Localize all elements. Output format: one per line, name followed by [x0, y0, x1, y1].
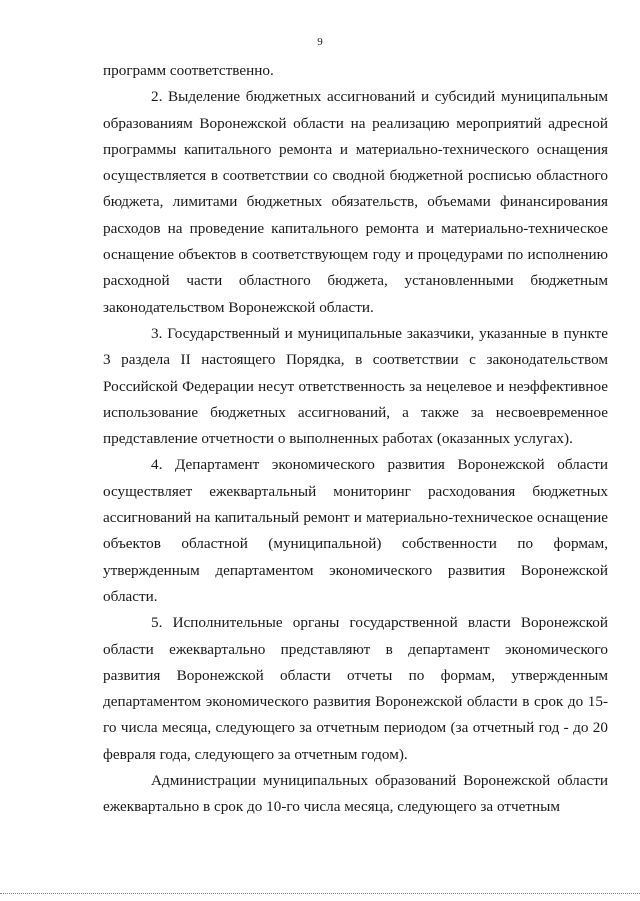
paragraph-item-2: 2. Выделение бюджетных ассигнований и субсидий муниципальным образованиям Воронежской области на реализацию мероприятий адресной программы капитального ремонта и материально-технического оснащения осуществляется в соответствии со сводной бюджетной росписью областного бюджета, лимитами бюджетных обязательств, объемами финансирования расходов на проведение капитального ремонта и материально-техническое оснащение объектов в соответствующем году и процедурами по исполнению расходной части областного бюджета, установленными бюджетным законодательством Воронежской области. [103, 88, 608, 316]
paragraph-item-4: 4. Департамент экономического развития Воронежской области осуществляет ежеквартальный мониторинг расходования бюджетных ассигнований на капитальный ремонт и материально-техническое оснащение объектов областной (муниципальной) собственности по формам, утвержденным департаментом экономического развития Воронежской области. [103, 456, 608, 605]
paragraph-item-3: 3. Государственный и муниципальные заказчики, указанные в пункте 3 раздела II настоящего Порядка, в соответствии с законодательством Российской Федерации несут ответственность за нецелевое и неэффективное использование бюджетных ассигнований, а также за несвоевременное представление отчетности о выполненных работах (оказанных услугах). [103, 324, 608, 448]
paragraph-administrations: Администрации муниципальных образований Воронежской области ежеквартально в срок до 10-го числа месяца, следующего за отчетным [103, 772, 608, 816]
page-number: 9 [317, 36, 323, 48]
paragraph-continuation: программ соответственно. [103, 62, 274, 79]
scan-edge-line [0, 893, 640, 894]
paragraph-item-5: 5. Исполнительные органы государственной власти Воронежской области ежеквартально представляют в департамент экономического развития Воронежской области отчеты по формам, утвержденным департаментом экономического развития Воронежской области в срок до 15-го числа месяца, следующего за отчетным периодом (за отчетный год - до 20 февраля года, следующего за отчетным годом). [103, 614, 608, 763]
document-body [103, 58, 608, 821]
